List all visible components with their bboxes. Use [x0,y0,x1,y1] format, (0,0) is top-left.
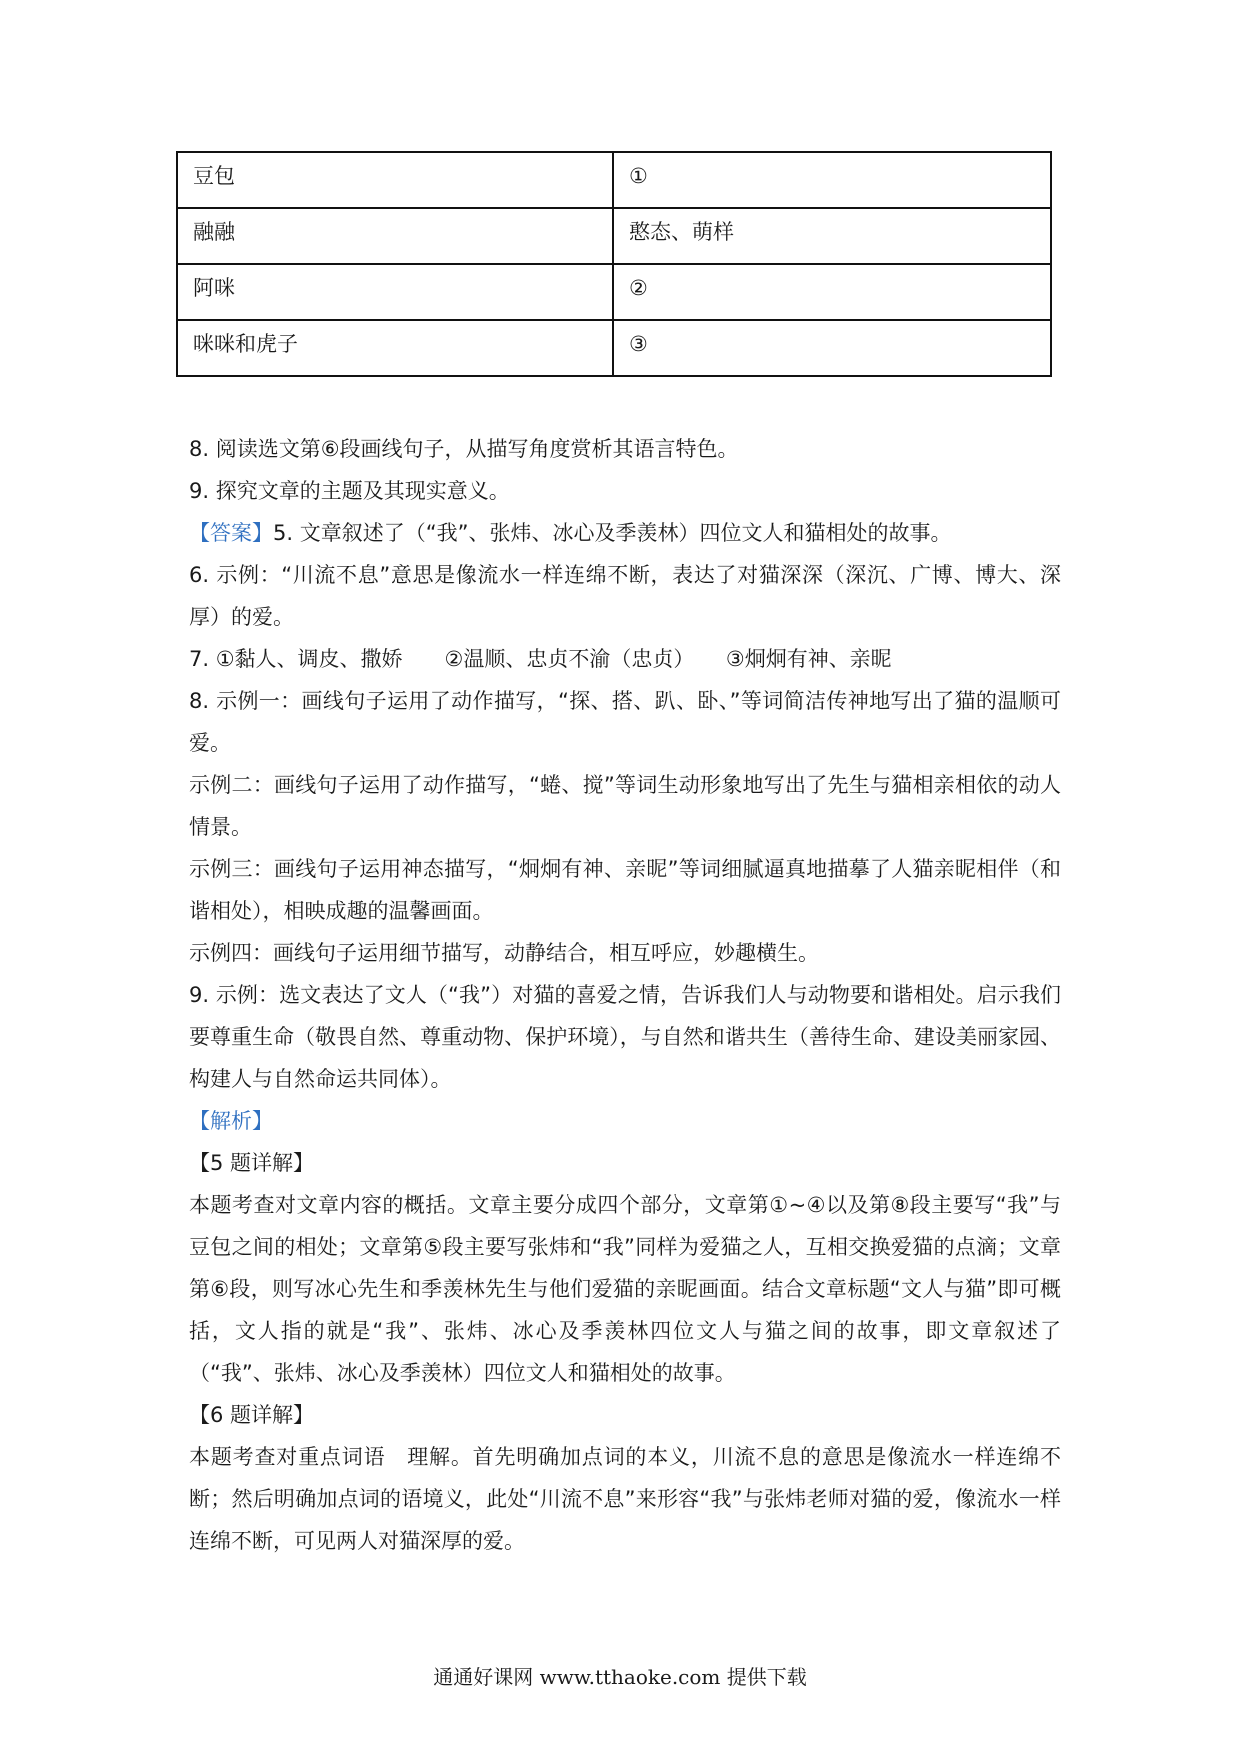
table-cell-name: 咪咪和虎子 [177,320,613,376]
table-row [177,264,1051,320]
answer-9: 9. 示例：选文表达了文人（“我”）对猫的喜爱之情，告诉我们人与动物要和谐相处。启示我们要尊重生命（敬畏自然、尊重动物、保护环境），与自然和谐共生（善待生命、建设美丽家园、构建人与自然命运共同体）。 [189,983,1061,1091]
answer-tag: 【答案】 [189,521,273,545]
table-cell-value: ③ [613,320,1051,376]
table-row [177,208,1051,264]
analysis-5-text: 本题考查对文章内容的概括。文章主要分成四个部分，文章第①~④以及第⑧段主要写“我”与豆包之间的相处；文章第⑤段主要写张炜和“我”同样为爱猫之人，互相交换爱猫的点滴；文章第⑥段，则写冰心先生和季羡林先生与他们爱猫的亲昵画面。结合文章标题“文人与猫”即可概括，文人指的就是“我”、张炜、冰心及季羡林四位文人与猫之间的故事，即文章叙述了（“我”、张炜、冰心及季羡林）四位文人和猫相处的故事。 [189,1193,1061,1385]
cat-traits-table [176,151,1052,377]
table-cell-value: ① [613,152,1051,208]
table-cell-value: 憨态、萌样 [613,208,1051,264]
answer-6: 6. 示例：“川流不息”意思是像流水一样连绵不断，表达了对猫深深（深沉、广博、博大、深厚）的爱。 [189,563,1061,629]
answer-8-example-4: 示例四：画线句子运用细节描写，动静结合，相互呼应，妙趣横生。 [189,941,819,965]
analysis-tag: 【解析】 [189,1109,273,1133]
answer-8-example-1: 8. 示例一：画线句子运用了动作描写，“探、搭、趴、卧、”等词简洁传神地写出了猫的温顺可爱。 [189,689,1061,755]
question-8: 8. 阅读选文第⑥段画线句子，从描写角度赏析其语言特色。 [189,437,739,461]
document-body [189,428,1061,1562]
analysis-5-heading: 【5 题详解】 [189,1151,315,1175]
analysis-6-heading: 【6 题详解】 [189,1403,315,1427]
table-cell-value: ② [613,264,1051,320]
table-cell-name: 豆包 [177,152,613,208]
table-row [177,320,1051,376]
answer-5-text: 5. 文章叙述了（“我”、张炜、冰心及季羡林）四位文人和猫相处的故事。 [273,521,952,545]
table-row [177,152,1051,208]
question-9: 9. 探究文章的主题及其现实意义。 [189,479,510,503]
answer-8-example-3: 示例三：画线句子运用神态描写，“炯炯有神、亲昵”等词细腻逼真地描摹了人猫亲昵相伴（和谐相处），相映成趣的温馨画面。 [189,857,1061,923]
table-cell-name: 阿咪 [177,264,613,320]
answer-7: 7. ①黏人、调皮、撒娇 ②温顺、忠贞不渝（忠贞） ③炯炯有神、亲昵 [189,647,892,671]
analysis-6-text: 本题考查对重点词语 理解。首先明确加点词的本义，川流不息的意思是像流水一样连绵不断；然后明确加点词的语境义，此处“川流不息”来形容“我”与张炜老师对猫的爱，像流水一样连绵不断，可见两人对猫深厚的爱。 [189,1445,1061,1553]
answer-8-example-2: 示例二：画线句子运用了动作描写，“蜷、搅”等词生动形象地写出了先生与猫相亲相依的动人情景。 [189,773,1061,839]
table-cell-name: 融融 [177,208,613,264]
answer-5 [189,512,1061,554]
page-footer: 通通好课网 www.tthaoke.com 提供下载 [433,1665,807,1689]
